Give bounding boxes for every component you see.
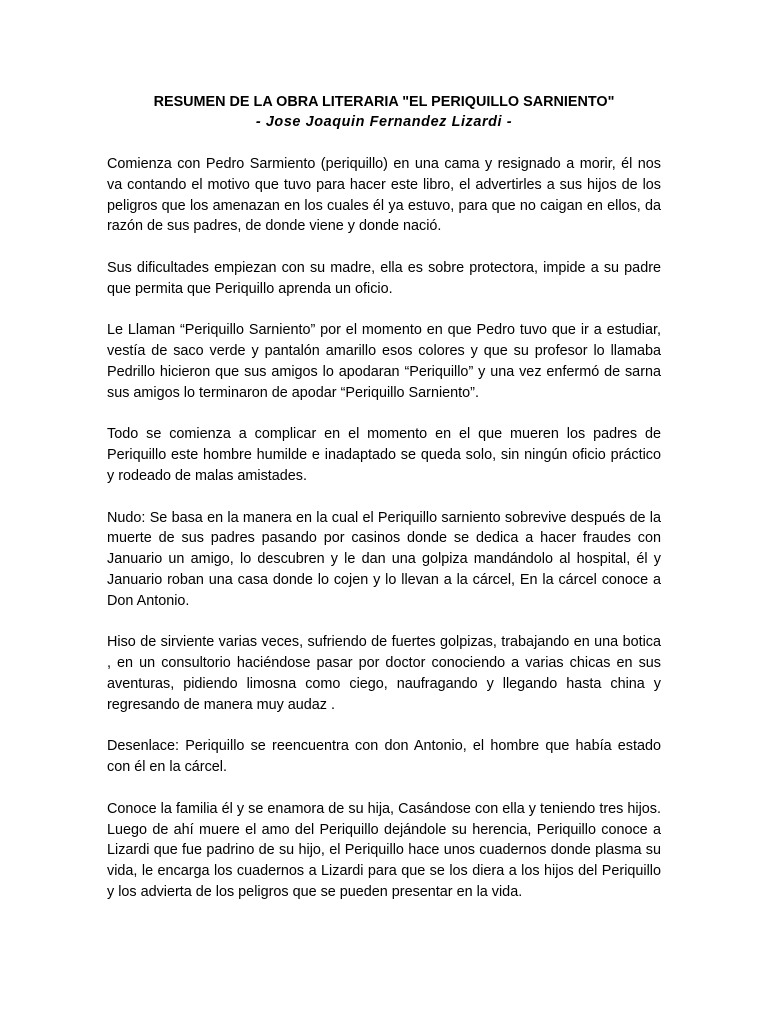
paragraph-nudo: Nudo: Se basa en la manera en la cual el Periquillo sarniento sobrevive después de la muerte de sus padres pasando por casinos donde se dedica a hacer fraudes con Januario un amigo, lo descubren y le dan una golpiza mandándolo al hospital, él y Januario roban una casa donde lo cojen y lo llevan a la cárcel, En la cárcel conoce a Don Antonio.: [107, 509, 661, 609]
paragraph-complication: Todo se comienza a complicar en el momento en el que mueren los padres de Periquillo este hombre humilde e inadaptado se queda solo, sin ningún oficio práctico y rodeado de malas amistades.: [107, 426, 661, 484]
document-author: - Jose Joaquin Fernandez Lizardi -: [255, 114, 513, 130]
paragraph-nickname: Le Llaman “Periquillo Sarniento” por el momento en que Pedro tuvo que ir a estudiar, vestía de saco verde y pantalón amarillo esos colores y que su profesor lo llamaba Pedrillo hicieron que sus amigos lo apodaran “Periquillo” y una vez enfermó de sarna sus amigos lo terminaron de apodar “Periquillo Sarniento”.: [107, 322, 661, 401]
paragraph-adventures: Hiso de sirviente varias veces, sufriendo de fuertes golpizas, trabajando en una botica , en un consultorio haciéndose pasar por doctor conociendo a varias chicas en sus aventuras, pidiendo limosna como ciego, naufragando y llegando hasta china y regresando de manera muy audaz .: [107, 634, 661, 713]
paragraph-intro: Comienza con Pedro Sarmiento (periquillo) en una cama y resignado a morir, él nos va contando el motivo que tuvo para hacer este libro, el advertirles a sus hijos de los peligros que los amenazan en los cuales él ya estuvo, para que no caigan en ellos, da razón de sus padres, de donde viene y donde nació.: [107, 156, 661, 235]
paragraph-ending: Conoce la familia él y se enamora de su hija, Casándose con ella y teniendo tres hijos. Luego de ahí muere el amo del Periquillo dejándole su herencia, Periquillo conoce a Lizardi que fue padrino de su hijo, el Periquillo hace unos cuadernos donde plasma su vida, le encarga los cuadernos a Lizardi para que se los diera a los hijos del Periquillo y los advierta de los peligros que se pueden presentar en la vida.: [107, 800, 661, 900]
paragraph-desenlace: Desenlace: Periquillo se reencuentra con don Antonio, el hombre que había estado con él en la cárcel.: [107, 738, 661, 776]
document-title: RESUMEN DE LA OBRA LITERARIA "EL PERIQUILLO SARNIENTO": [153, 94, 615, 110]
paragraph-difficulties: Sus dificultades empiezan con su madre, ella es sobre protectora, impide a su padre que permita que Periquillo aprenda un oficio.: [107, 259, 661, 297]
document-page: [107, 92, 661, 923]
